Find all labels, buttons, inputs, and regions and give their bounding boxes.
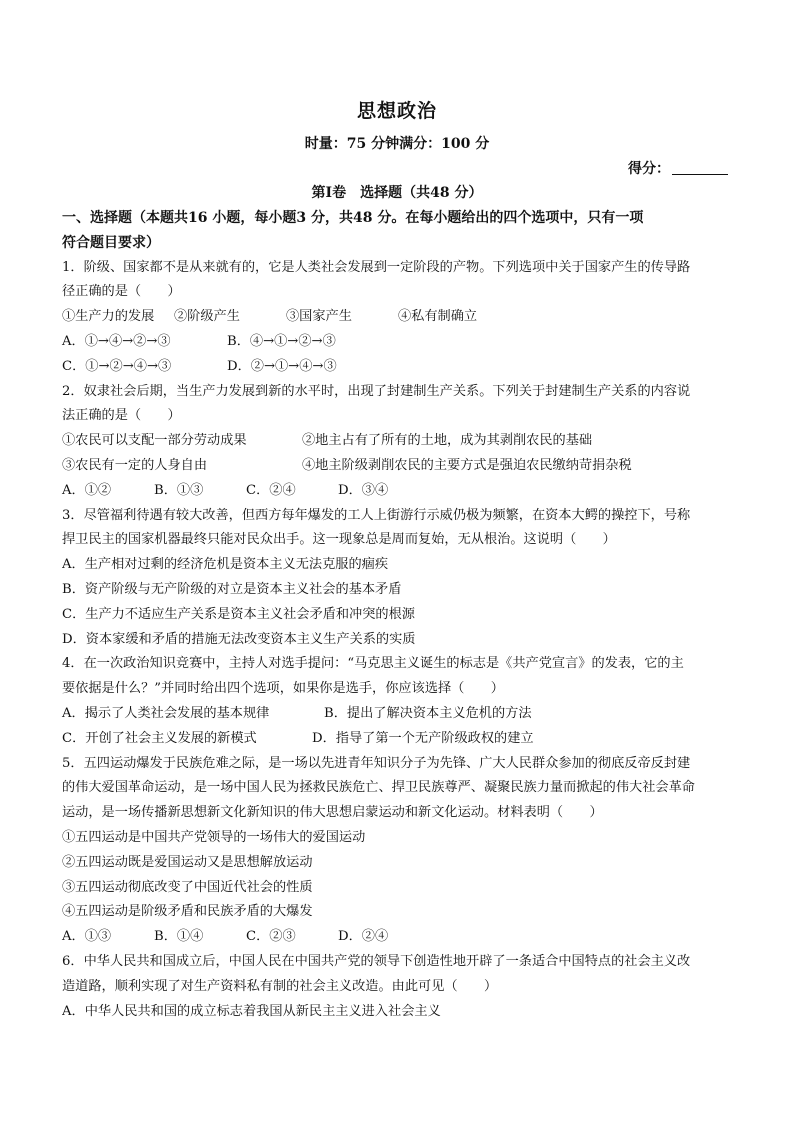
section-instruction: 一、选择题（本题共16 小题，每小题3 分，共48 分。在每小题给出的四个选项中，只有一项 — [62, 210, 644, 226]
question-2-items-34 — [62, 454, 734, 479]
question-3-stem-cont: 捍卫民主的国家机器最终只能对民众出手。这一现象总是周而复始，无从根治。这说明（ ） — [62, 532, 616, 548]
q3-option-a: A．生产相对过剩的经济危机是资本主义无法克服的痼疾 — [62, 557, 389, 573]
q1-item-2: ②阶级产生 — [174, 309, 240, 325]
question-5-options — [62, 925, 734, 950]
q4-option-b: B．提出了解决资本主义危机的方法 — [324, 705, 532, 721]
q5-option-b: B．①④ — [154, 929, 204, 945]
q3-option-d: D．资本家缓和矛盾的措施无法改变资本主义生产关系的实质 — [62, 631, 416, 647]
q1-item-4: ④私有制确立 — [398, 309, 478, 325]
question-2-stem: 2．奴隶社会后期，当生产力发展到新的水平时，出现了封建制生产关系。下列关于封建制生产关系的内容说 — [62, 383, 691, 399]
question-2-options — [62, 479, 734, 504]
q6-option-a: A．中华人民共和国的成立标志着我国从新民主主义进入社会主义 — [62, 1003, 441, 1019]
section-instruction-cont: 符合题目要求） — [62, 234, 160, 251]
q2-option-c: C．②④ — [246, 482, 296, 498]
question-2-stem-cont: 法正确的是（ ） — [62, 408, 181, 424]
q5-item-1: ①五四运动是中国共产党领导的一场伟大的爱国运动 — [62, 829, 366, 845]
question-6-stem-cont: 造道路，顺利实现了对生产资料私有制的社会主义改造。由此可见（ ） — [62, 978, 498, 994]
questions — [62, 206, 734, 1024]
q1-option-d: D．②→①→④→③ — [227, 358, 337, 374]
question-1-items — [62, 305, 734, 330]
question-1-options-ab — [62, 330, 734, 355]
score-label: 得分： — [628, 161, 670, 177]
volume-heading: 第Ⅰ卷 选择题（共48 分） — [311, 185, 483, 201]
question-6-stem: 6．中华人民共和国成立后，中国人民在中国共产党的领导下创造性地开辟了一条适合中国特点的社会主义改 — [62, 953, 691, 969]
q5-option-d: D．②④ — [338, 929, 389, 945]
q5-option-c: C．②③ — [246, 929, 296, 945]
score-field — [628, 158, 728, 178]
question-5-stem-cont-1: 的伟大爱国革命运动，是一场中国人民为拯救民族危亡、捍卫民族尊严、凝聚民族力量而掀起的伟大社会革命 — [62, 780, 695, 796]
question-5-stem-cont-2: 运动，是一场传播新思想新文化新知识的伟大思想启蒙运动和新文化运动。材料表明（ ） — [62, 805, 603, 821]
q4-option-a: A．揭示了人类社会发展的基本规律 — [62, 705, 270, 721]
question-4-stem: 4．在一次政治知识竞赛中，主持人对选手提问：“马克思主义诞生的标志是《共产党宣言》的发表，它的主 — [62, 656, 684, 672]
q1-option-c: C．①→②→④→③ — [62, 358, 172, 374]
q3-option-c: C．生产力不适应生产关系是资本主义社会矛盾和冲突的根源 — [62, 606, 415, 622]
question-4-options-cd — [62, 727, 734, 752]
question-4-options-ab — [62, 702, 734, 727]
exam-time-score: 时量：75 分钟满分：100 分 — [304, 136, 490, 152]
q5-item-3: ③五四运动彻底改变了中国近代社会的性质 — [62, 879, 313, 895]
question-2-items-12 — [62, 429, 734, 454]
q1-option-a: A．①→④→②→③ — [62, 333, 171, 349]
q3-option-b: B．资产阶级与无产阶级的对立是资本主义社会的基本矛盾 — [62, 581, 402, 597]
q5-item-4: ④五四运动是阶级矛盾和民族矛盾的大爆发 — [62, 904, 313, 920]
page-title: 思想政治 — [356, 100, 437, 122]
question-3-stem: 3．尽管福利待遇有较大改善，但西方每年爆发的工人上街游行示威仍极为频繁，在资本大鳄的操控下，号称 — [62, 507, 691, 523]
q5-option-a: A．①③ — [62, 929, 112, 945]
q2-item-3: ③农民有一定的人身自由 — [62, 457, 208, 473]
q1-option-b: B．④→①→②→③ — [227, 333, 336, 349]
q2-option-d: D．③④ — [338, 482, 389, 498]
q4-option-c: C．开创了社会主义发展的新模式 — [62, 730, 257, 746]
question-5-stem: 5．五四运动爆发于民族危难之际，是一场以先进青年知识分子为先锋、广大人民群众参加的彻底反帝反封建 — [62, 755, 691, 771]
q5-item-2: ②五四运动既是爱国运动又是思想解放运动 — [62, 854, 313, 870]
question-1-stem-cont: 径正确的是（ ） — [62, 284, 181, 300]
q2-item-2: ②地主占有了所有的土地，成为其剥削农民的基础 — [302, 433, 593, 449]
q2-item-1: ①农民可以支配一部分劳动成果 — [62, 433, 247, 449]
question-1-options-cd — [62, 355, 734, 380]
q4-option-d: D．指导了第一个无产阶级政权的建立 — [312, 730, 534, 746]
q2-option-a: A．①② — [62, 482, 112, 498]
question-4-stem-cont: 要依据是什么？”并同时给出四个选项，如果你是选手，你应该选择（ ） — [62, 681, 504, 697]
q1-item-3: ③国家产生 — [286, 309, 352, 325]
score-blank — [672, 160, 728, 175]
question-1-stem: 1．阶级、国家都不是从来就有的，它是人类社会发展到一定阶段的产物。下列选项中关于国家产生的传导路 — [62, 259, 691, 275]
q2-option-b: B．①③ — [154, 482, 204, 498]
q2-item-4: ④地主阶级剥削农民的主要方式是强迫农民缴纳苛捐杂税 — [302, 457, 632, 473]
q1-item-1: ①生产力的发展 — [62, 309, 155, 325]
